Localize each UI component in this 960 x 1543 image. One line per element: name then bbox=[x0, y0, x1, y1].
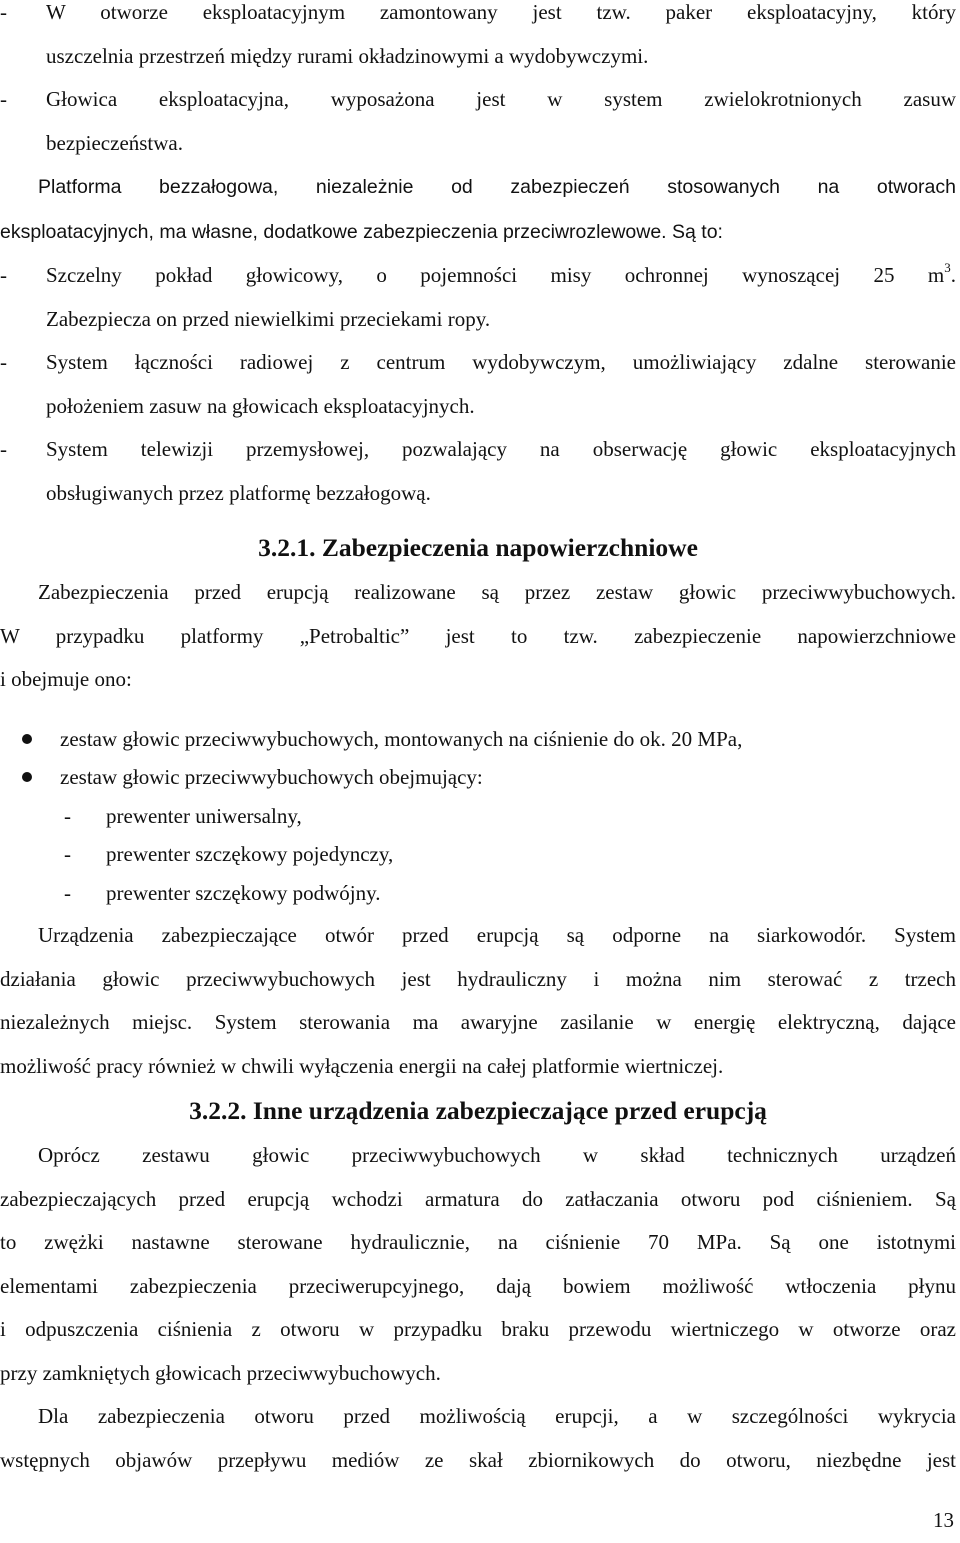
sub-list-item bbox=[0, 874, 956, 913]
sub-list-item bbox=[0, 797, 956, 836]
bullet-icon bbox=[22, 734, 32, 744]
dash-marker: - bbox=[64, 842, 71, 866]
bullet-item bbox=[0, 720, 956, 759]
list-item bbox=[0, 0, 956, 78]
bullet-item bbox=[0, 758, 956, 797]
text-line: W otworze eksploatacyjnym zamontowany jest tzw. paker eksploatacyjny, który bbox=[46, 0, 956, 24]
list-item bbox=[0, 254, 956, 341]
text-fragment: Szczelny pokład głowicowy, o pojemności misy ochronnej wynoszącej 25 m bbox=[46, 263, 945, 287]
sub-item-text: prewenter szczękowy pojedynczy, bbox=[106, 842, 394, 866]
dash-marker: - bbox=[0, 350, 7, 374]
paragraph-line: Urządzenia zabezpieczające otwór przed erupcją są odporne na siarkowodór. System bbox=[38, 923, 956, 947]
list-item bbox=[0, 78, 956, 165]
bullet-list bbox=[0, 720, 956, 913]
text-line: uszczelnia przestrzeń między rurami okładzinowymi a wydobywczymi. bbox=[46, 43, 649, 68]
dash-marker: - bbox=[0, 437, 7, 461]
text-line: położeniem zasuw na głowicach eksploatacyjnych. bbox=[46, 393, 475, 418]
text-line: obsługiwanych przez platformę bezzałogową. bbox=[46, 480, 431, 505]
paragraph-line: wstępnych objawów przepływu mediów ze skał zbiornikowych do otworu, niezbędne jest bbox=[0, 1447, 956, 1472]
sub-item-text: prewenter szczękowy podwójny. bbox=[106, 880, 381, 905]
paragraph-line: Dla zabezpieczenia otworu przed możliwością erupcji, a w szczególności wykrycia bbox=[38, 1404, 956, 1428]
paragraph-line: niezależnych miejsc. System sterowania ma awaryjne zasilanie w energię elektryczną, dające bbox=[0, 1010, 956, 1034]
section-heading: 3.2.1. Zabezpieczenia napowierzchniowe bbox=[258, 533, 698, 562]
page-number: 13 bbox=[933, 1508, 954, 1532]
paragraph-line bbox=[0, 210, 956, 255]
dash-marker: - bbox=[0, 0, 7, 24]
text-line bbox=[46, 254, 956, 298]
dash-marker: - bbox=[0, 87, 7, 111]
paragraph-line: i obejmuje ono: bbox=[0, 667, 132, 691]
paragraph-line bbox=[0, 165, 956, 210]
bullet-text: zestaw głowic przeciwwybuchowych obejmujący: bbox=[60, 765, 483, 789]
text-line: Platforma bezzałogowa, niezależnie od zabezpieczeń stosowanych na otworach bbox=[38, 176, 956, 198]
sub-item-text: prewenter uniwersalny, bbox=[106, 803, 302, 828]
bullet-text: zestaw głowic przeciwwybuchowych, montowanych na ciśnienie do ok. 20 MPa, bbox=[60, 726, 743, 751]
text-line: eksploatacyjnych, ma własne, dodatkowe zabezpieczenia przeciwrozlewowe. Są to: bbox=[0, 220, 723, 243]
text-line: bezpieczeństwa. bbox=[46, 130, 184, 155]
paragraph-line: możliwość pracy również w chwili wyłączenia energii na całej platformie wiertniczej. bbox=[0, 1053, 724, 1078]
paragraph-line: elementami zabezpieczenia przeciwerupcyjnego, dają bowiem możliwość wtłoczenia płynu bbox=[0, 1273, 956, 1298]
superscript: 3 bbox=[944, 260, 951, 275]
sub-list-item bbox=[0, 835, 956, 874]
list-item bbox=[0, 341, 956, 428]
section-heading: 3.2.2. Inne urządzenia zabezpieczające przed erupcją bbox=[189, 1096, 767, 1125]
dash-marker: - bbox=[64, 803, 71, 828]
list-item bbox=[0, 428, 956, 515]
paragraph-line: zabezpieczających przed erupcją wchodzi armatura do zatłaczania otworu pod ciśnieniem. Są bbox=[0, 1186, 956, 1211]
sub-list-container bbox=[0, 797, 956, 913]
bullet-icon bbox=[22, 772, 32, 782]
paragraph-line: działania głowic przeciwwybuchowych jest hydrauliczny i można nim sterować z trzech bbox=[0, 966, 956, 991]
text-line: System łączności radiowej z centrum wydobywczym, umożliwiający zdalne sterowanie bbox=[46, 350, 956, 374]
text-line: System telewizji przemysłowej, pozwalający na obserwację głowic eksploatacyjnych bbox=[46, 437, 956, 461]
text-line: Zabezpiecza on przed niewielkimi przeciekami ropy. bbox=[46, 306, 491, 331]
paragraph-line: to zwężki nastawne sterowane hydraulicznie, na ciśnienie 70 MPa. Są one istotnymi bbox=[0, 1230, 956, 1254]
text-line: Głowica eksploatacyjna, wyposażona jest w system zwielokrotnionych zasuw bbox=[46, 87, 956, 111]
paragraph-line: i odpuszczenia ciśnienia z otworu w przypadku braku przewodu wiertniczego w otworze oraz bbox=[0, 1317, 956, 1341]
paragraph-line: Zabezpieczenia przed erupcją realizowane są przez zestaw głowic przeciwwybuchowych. bbox=[38, 580, 956, 604]
dash-marker: - bbox=[64, 880, 71, 905]
paragraph bbox=[0, 914, 956, 1088]
paragraph-line: przy zamkniętych głowicach przeciwwybuchowych. bbox=[0, 1360, 441, 1385]
dash-marker: - bbox=[0, 263, 7, 287]
sub-list bbox=[0, 797, 956, 913]
paragraph-line: Oprócz zestawu głowic przeciwwybuchowych w skład technicznych urządzeń bbox=[38, 1143, 956, 1167]
text-fragment: . bbox=[950, 263, 956, 287]
paragraph-line: W przypadku platformy „Petrobaltic” jest to tzw. zabezpieczenie napowierzchniowe bbox=[0, 623, 956, 648]
